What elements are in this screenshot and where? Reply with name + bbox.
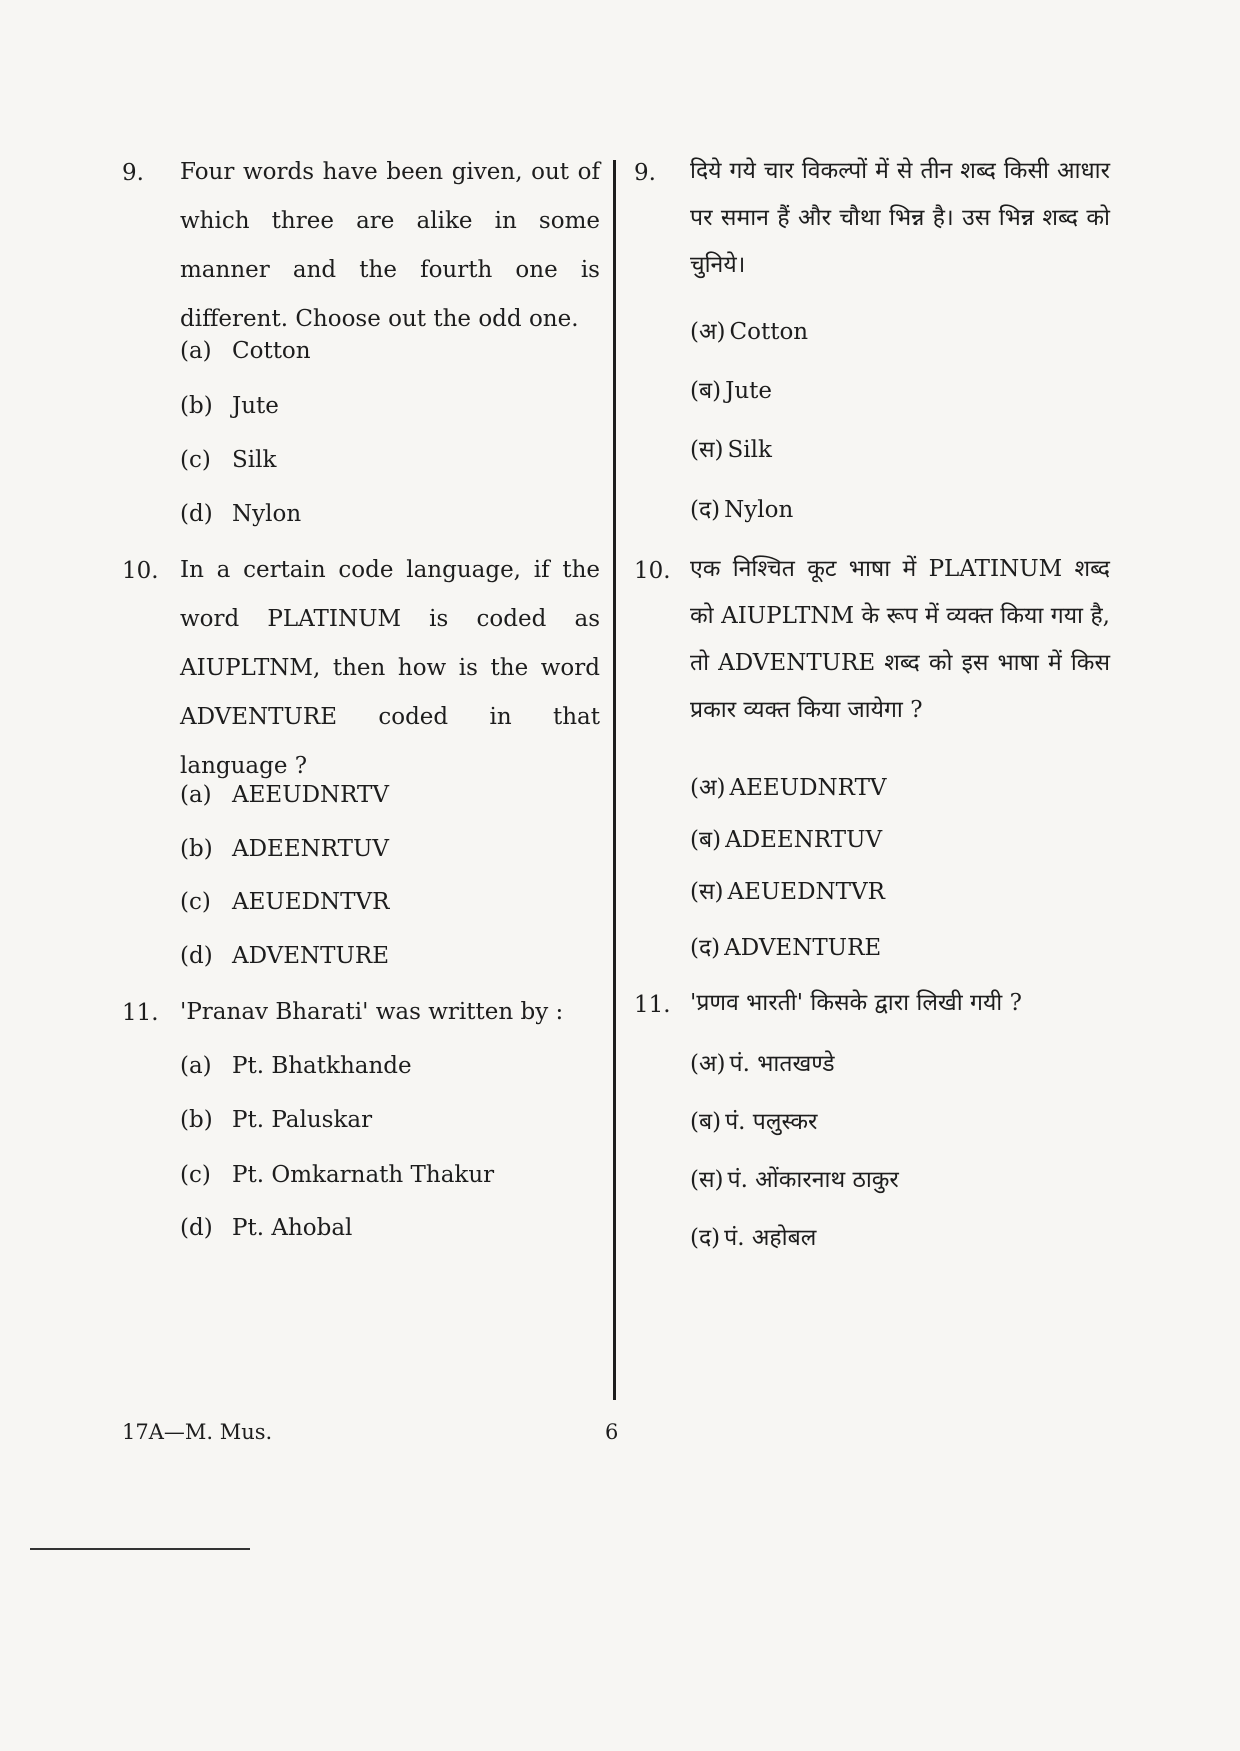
option-text: AEEUDNRTV — [729, 775, 887, 801]
page-number: 6 — [605, 1420, 619, 1444]
column-divider — [613, 160, 616, 1400]
option-b — [690, 373, 772, 405]
option-label: (अ) — [690, 1051, 726, 1077]
option-label: (d) — [180, 1215, 213, 1241]
option-text: Jute — [725, 378, 772, 404]
option-b — [690, 1104, 817, 1136]
option-label: (a) — [180, 782, 212, 808]
option-d — [690, 930, 881, 962]
paper-code: 17A—M. Mus. — [122, 1420, 273, 1444]
option-label: (a) — [180, 338, 212, 364]
option-d — [180, 501, 301, 527]
option-text: Cotton — [729, 319, 809, 345]
question-number: 11. — [634, 992, 671, 1018]
option-label: (b) — [180, 1107, 213, 1133]
option-label: (ब) — [690, 1109, 722, 1135]
option-a — [690, 1046, 835, 1078]
option-text: Pt. Omkarnath Thakur — [232, 1162, 495, 1188]
option-c — [690, 432, 772, 464]
option-b — [180, 1107, 372, 1133]
option-text: Pt. Paluskar — [232, 1107, 373, 1133]
option-d — [690, 1220, 816, 1252]
option-label: (द) — [690, 935, 721, 961]
question-text: Four words have been given, out of which three are alike in some manner and the fourth one is different. Choose out the odd one. — [180, 159, 600, 332]
option-text: Nylon — [724, 497, 794, 523]
option-label: (b) — [180, 836, 213, 862]
option-d — [180, 1215, 352, 1241]
option-c — [690, 1162, 899, 1194]
question-number: 11. — [122, 1000, 159, 1026]
option-b — [690, 822, 882, 854]
option-label: (ब) — [690, 827, 722, 853]
option-text: Pt. Bhatkhande — [232, 1053, 412, 1079]
question-number: 10. — [634, 558, 671, 584]
option-label: (c) — [180, 1162, 211, 1188]
option-text: AEUEDNTVR — [727, 879, 885, 905]
option-text: Cotton — [232, 338, 311, 364]
option-c — [180, 889, 389, 915]
option-text: Silk — [232, 447, 277, 473]
option-text: ADVENTURE — [724, 935, 882, 961]
option-text: Silk — [727, 437, 772, 463]
bottom-rule — [30, 1548, 250, 1550]
option-b — [180, 393, 279, 419]
option-c — [180, 1162, 494, 1188]
option-label: (c) — [180, 889, 211, 915]
option-c — [180, 447, 276, 473]
option-label: (अ) — [690, 775, 726, 801]
question-text: In a certain code language, if the word PLATINUM is coded as AIUPLTNM, then how is the word ADVENTURE coded in that language ? — [180, 557, 600, 779]
option-text: पं. ओंकारनाथ ठाकुर — [727, 1167, 899, 1193]
option-label: (a) — [180, 1053, 212, 1079]
option-b — [180, 836, 389, 862]
option-label: (b) — [180, 393, 213, 419]
option-label: (c) — [180, 447, 211, 473]
option-d — [180, 943, 389, 969]
option-text: ADEENRTUV — [725, 827, 883, 853]
question-text: 'प्रणव भारती' किसके द्वारा लिखी गयी ? — [690, 990, 1022, 1016]
option-c — [690, 874, 885, 906]
option-a — [690, 314, 808, 346]
question-number: 9. — [634, 160, 656, 186]
option-text: पं. अहोबल — [724, 1225, 817, 1251]
option-text: Nylon — [232, 501, 302, 527]
option-label: (d) — [180, 943, 213, 969]
option-label: (स) — [690, 879, 724, 905]
option-text: पं. भातखण्डे — [729, 1051, 835, 1077]
option-label: (स) — [690, 1167, 724, 1193]
question-number: 9. — [122, 160, 144, 186]
question-text: 'Pranav Bharati' was written by : — [180, 999, 564, 1025]
option-label: (ब) — [690, 378, 722, 404]
option-label: (अ) — [690, 319, 726, 345]
question-number: 10. — [122, 558, 159, 584]
option-text: पं. पलुस्कर — [725, 1109, 818, 1135]
option-label: (स) — [690, 437, 724, 463]
option-text: ADEENRTUV — [232, 836, 390, 862]
option-label: (d) — [180, 501, 213, 527]
option-text: ADVENTURE — [232, 943, 390, 969]
option-text: Jute — [232, 393, 279, 419]
option-a — [180, 782, 389, 808]
option-d — [690, 492, 793, 524]
option-text: AEUEDNTVR — [232, 889, 390, 915]
question-text: एक निश्चित कूट भाषा में PLATINUM शब्द को AIUPLTNM के रूप में व्यक्त किया गया है, तो ADVENTURE शब्द को इस भाषा में किस प्रकार व्यक्त किया जायेगा ? — [690, 556, 1110, 723]
question-text: दिये गये चार विकल्पों में से तीन शब्द किसी आधार पर समान हैं और चौथा भिन्न है। उस भिन्न शब्द को चुनिये। — [690, 158, 1110, 278]
option-label: (द) — [690, 1225, 721, 1251]
option-text: Pt. Ahobal — [232, 1215, 353, 1241]
option-a — [180, 1053, 412, 1079]
option-a — [690, 770, 887, 802]
option-a — [180, 338, 311, 364]
option-label: (द) — [690, 497, 721, 523]
option-text: AEEUDNRTV — [232, 782, 390, 808]
